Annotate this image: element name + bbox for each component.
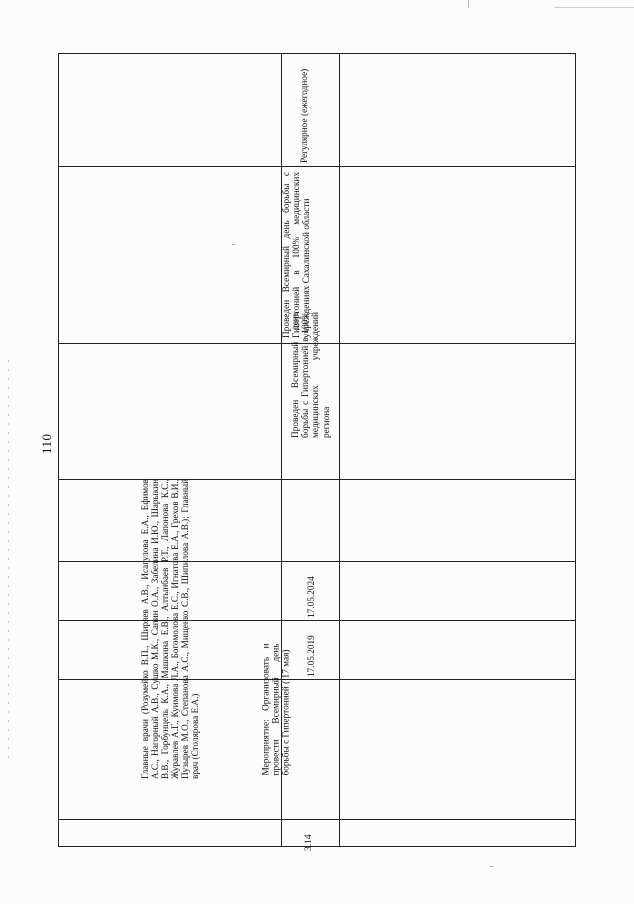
periodicity: Регулярное (ежегодное) — [300, 68, 310, 163]
responsible-text-wrap — [140, 479, 272, 779]
row-number-cell — [304, 811, 318, 851]
scan-edge-mark — [554, 7, 634, 8]
plan-table-row — [58, 53, 576, 851]
row-divider — [59, 166, 575, 167]
event-text: Мероприятие: Организовать и провести Всемирный день борьбы с Гипертонией ( 17 мая) — [261, 643, 292, 776]
column-divider — [339, 54, 340, 846]
page-number: 110 — [39, 433, 54, 454]
row-number: 3.14 — [304, 834, 314, 851]
row-divider — [59, 679, 575, 680]
scan-speck — [490, 866, 493, 867]
scan-edge-mark — [468, 0, 469, 8]
start-date: 17.05.2019 — [307, 635, 317, 677]
responsible-cell-inner — [139, 478, 272, 782]
scan-dotted-line — [8, 360, 9, 760]
end-date: 17.05.2024 — [307, 576, 317, 618]
result-summary: Проведен Всемирный день борьбы с Гипертонией в 100% медицинских учреждений региона — [291, 312, 332, 438]
result-detail-cell — [282, 172, 320, 338]
result-detail: Проведен Всемирный день борьбы с Гипертонией в 100% медицинских учреждениях Сахалинской области — [282, 172, 313, 338]
periodicity-cell — [300, 57, 312, 163]
responsible-text: Главные врачи (Розумейко В.П., Ширяев А.В., Исагулова Е.А., Ефимов А.С., Нагорный А.В., Сушко М.К., Сапин О.А., Забелина И.Ю., Шарыкин В.В., Горбунцель К.А., Машкина Е.В., Алтынбаев Р.Т., Лапонова К.С., Журавлев А.Г., Куимова Л.А., Богомолова Е.С., Игнатова Е.А., Грехов В.И., Пузырев М.О., Степанова А.С., Мищенко С.В., Шипилова А.В.); Главный врач (Столярова Е.А.) — [140, 479, 201, 779]
